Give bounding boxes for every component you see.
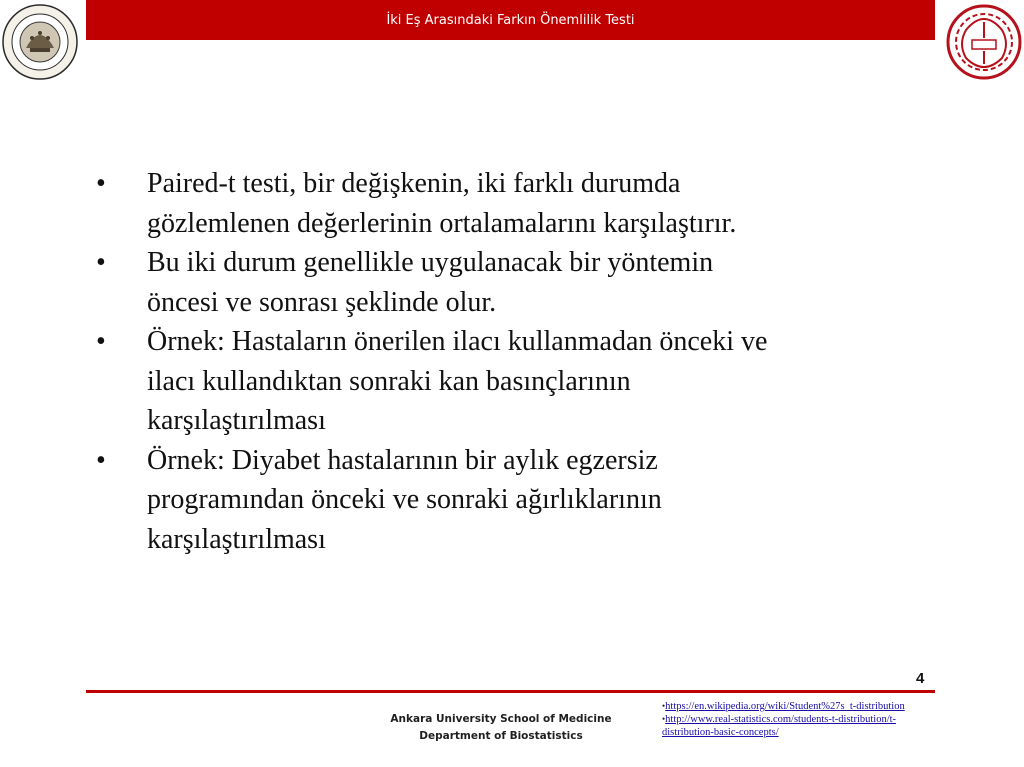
reference-link-real-statistics[interactable]: http://www.real-statistics.com/students-t-distribution/t- [665,714,897,725]
bullet-item [90,441,920,560]
footer-references [662,700,952,739]
page-number: 4 [916,670,925,687]
reference-link-real-statistics-cont[interactable]: distribution-basic-concepts/ [662,727,779,738]
bullet-list [90,164,920,559]
bullet-line: karşılaştırılması [147,405,326,436]
bullet-line: gözlemlenen değerlerinin ortalamalarını karşılaştırır. [147,207,737,239]
reference-bullet: • [662,714,666,724]
bullet-dot: • [96,168,106,199]
bullet-item [90,164,920,243]
bullet-dot: • [96,326,106,357]
faculty-of-medicine-emblem-icon [944,0,1024,86]
bullet-line: Bu iki durum genellikle uygulanacak bir yöntemin [147,247,714,278]
header-bar [86,0,935,40]
slide-title: İki Eş Arasındaki Farkın Önemlilik Testi [386,12,635,28]
bullet-item [90,322,920,441]
bullet-line: Örnek: Hastaların önerilen ilacı kullanmadan önceki ve [147,326,768,357]
bullet-line: Örnek: Diyabet hastalarının bir aylık egzersiz [147,444,658,476]
footer-institution [380,711,622,745]
reference-bullet: • [662,701,666,711]
bullet-dot: • [96,444,106,476]
bullet-item [90,243,920,322]
bullet-line: Paired-t testi, bir değişkenin, iki farklı durumda [147,168,681,199]
institution-name: Ankara University School of Medicine [390,713,612,725]
footer-divider [86,690,935,693]
reference-link-wikipedia[interactable]: https://en.wikipedia.org/wiki/Student%27s_t-distribution [665,701,905,712]
bullet-line: öncesi ve sonrası şeklinde olur. [147,286,497,318]
bullet-line: karşılaştırılması [147,523,326,555]
ankara-university-seal-icon [0,0,80,86]
bullet-line: programından önceki ve sonraki ağırlıklarının [147,484,662,515]
bullet-dot: • [96,247,106,278]
bullet-line: ilacı kullandıktan sonraki kan basınçlarının [147,365,631,397]
department-name: Department of Biostatistics [419,730,583,742]
